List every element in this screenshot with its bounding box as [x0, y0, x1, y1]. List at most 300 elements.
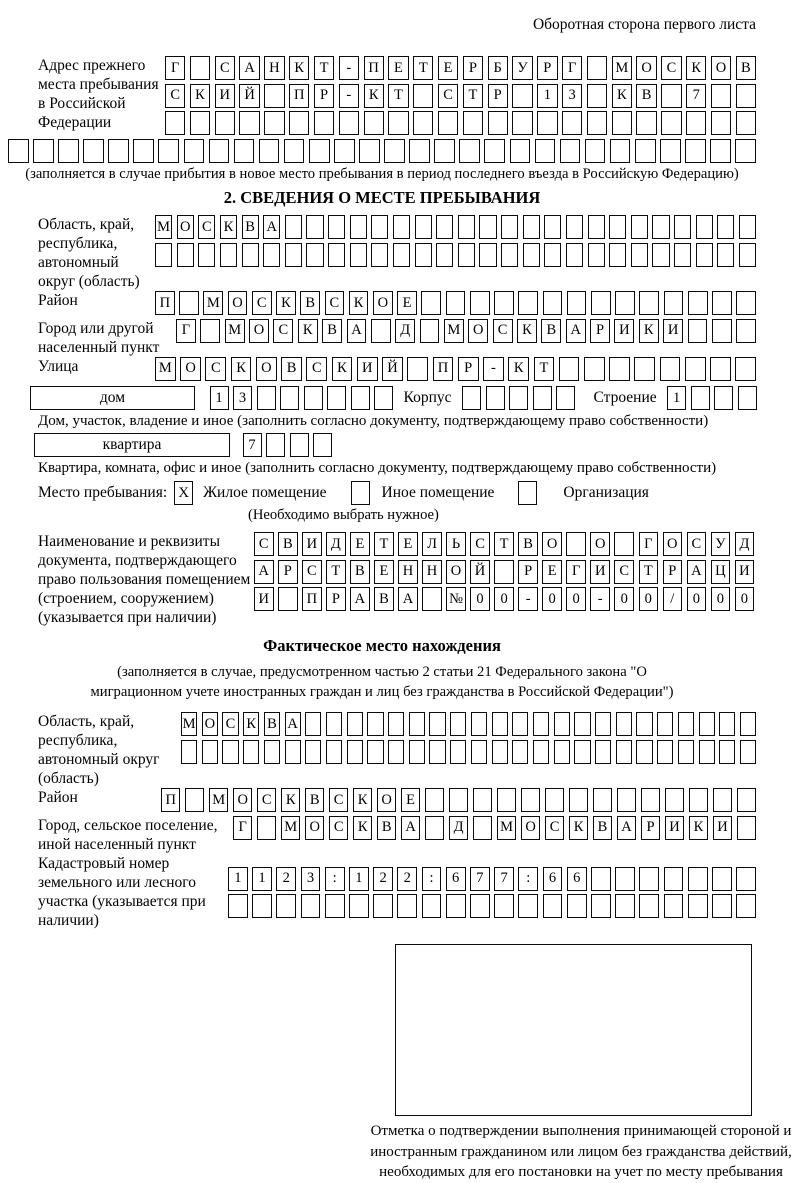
form-cell[interactable]: М — [155, 215, 172, 239]
form-cell[interactable]: С — [254, 532, 274, 556]
form-cell[interactable] — [661, 111, 681, 135]
form-cell[interactable] — [739, 243, 756, 267]
form-cell[interactable]: А — [350, 587, 370, 611]
form-cell[interactable] — [569, 788, 588, 812]
form-cell[interactable] — [58, 139, 79, 163]
form-cell[interactable] — [660, 357, 681, 381]
form-cell[interactable]: С — [325, 291, 345, 315]
form-cell[interactable]: К — [243, 712, 259, 736]
form-cell[interactable]: 7 — [494, 867, 514, 891]
form-cell[interactable] — [554, 712, 570, 736]
form-cell[interactable]: Т — [374, 532, 394, 556]
form-cell[interactable]: О — [305, 816, 324, 840]
form-cell[interactable] — [436, 243, 453, 267]
form-cell[interactable] — [710, 357, 731, 381]
form-cell[interactable] — [574, 740, 590, 764]
form-cell[interactable] — [458, 243, 475, 267]
form-cell[interactable]: К — [612, 84, 632, 108]
form-cell[interactable] — [710, 139, 731, 163]
form-cell[interactable] — [712, 894, 732, 918]
form-cell[interactable] — [674, 243, 691, 267]
form-cell[interactable]: Р — [314, 84, 334, 108]
form-cell[interactable] — [699, 740, 715, 764]
form-cell[interactable] — [420, 319, 440, 343]
form-cell[interactable]: / — [663, 587, 683, 611]
form-cell[interactable]: Т — [639, 560, 659, 584]
form-cell[interactable] — [184, 139, 205, 163]
form-cell[interactable] — [609, 357, 630, 381]
form-cell[interactable]: С — [329, 788, 348, 812]
form-cell[interactable] — [736, 319, 756, 343]
form-cell[interactable]: А — [401, 816, 420, 840]
form-cell[interactable]: В — [518, 532, 538, 556]
form-cell[interactable]: К — [332, 357, 353, 381]
form-cell[interactable] — [397, 894, 417, 918]
form-cell[interactable] — [537, 111, 557, 135]
form-cell[interactable] — [595, 712, 611, 736]
form-cell[interactable] — [285, 215, 302, 239]
form-cell[interactable] — [688, 867, 708, 891]
form-cell[interactable]: 0 — [494, 587, 514, 611]
form-cell[interactable] — [463, 111, 483, 135]
form-cell[interactable] — [339, 111, 359, 135]
form-cell[interactable]: 3 — [301, 867, 321, 891]
form-cell[interactable]: О — [711, 56, 731, 80]
form-cell[interactable]: Р — [463, 56, 483, 80]
form-cell[interactable] — [409, 712, 425, 736]
form-cell[interactable]: С — [165, 84, 185, 108]
form-cell[interactable]: О — [202, 712, 218, 736]
form-cell[interactable]: 7 — [243, 433, 262, 457]
form-cell[interactable]: Е — [542, 560, 562, 584]
form-cell[interactable]: М — [281, 816, 300, 840]
form-cell[interactable] — [422, 894, 442, 918]
form-cell[interactable] — [285, 740, 301, 764]
form-cell[interactable]: 7 — [686, 84, 706, 108]
form-cell[interactable]: К — [220, 215, 237, 239]
form-cell[interactable] — [544, 215, 561, 239]
form-cell[interactable] — [415, 215, 432, 239]
form-cell[interactable]: Т — [534, 357, 555, 381]
stay-type-checkbox-org[interactable] — [518, 481, 537, 505]
form-cell[interactable] — [711, 84, 731, 108]
form-cell[interactable] — [158, 139, 179, 163]
form-cell[interactable]: А — [263, 215, 280, 239]
form-cell[interactable] — [736, 111, 756, 135]
form-cell[interactable] — [523, 243, 540, 267]
form-cell[interactable] — [257, 816, 276, 840]
form-cell[interactable] — [689, 788, 708, 812]
form-cell[interactable]: Е — [388, 56, 408, 80]
form-cell[interactable] — [371, 215, 388, 239]
form-cell[interactable] — [285, 243, 302, 267]
form-cell[interactable] — [264, 111, 284, 135]
form-cell[interactable] — [209, 139, 230, 163]
form-cell[interactable] — [326, 712, 342, 736]
form-cell[interactable]: О — [468, 319, 488, 343]
form-cell[interactable] — [309, 139, 330, 163]
form-cell[interactable] — [533, 386, 552, 410]
form-cell[interactable]: О — [663, 532, 683, 556]
form-cell[interactable]: П — [161, 788, 180, 812]
form-cell[interactable]: У — [512, 56, 532, 80]
form-cell[interactable] — [179, 291, 199, 315]
form-cell[interactable]: С — [306, 357, 327, 381]
form-cell[interactable] — [470, 291, 490, 315]
form-cell[interactable] — [421, 291, 441, 315]
form-cell[interactable]: 1 — [349, 867, 369, 891]
form-cell[interactable] — [388, 111, 408, 135]
form-cell[interactable] — [364, 111, 384, 135]
form-cell[interactable]: В — [350, 560, 370, 584]
form-cell[interactable]: Ц — [711, 560, 731, 584]
form-cell[interactable]: 1 — [252, 867, 272, 891]
form-cell[interactable] — [459, 139, 480, 163]
form-cell[interactable] — [685, 357, 706, 381]
form-cell[interactable]: М — [444, 319, 464, 343]
form-cell[interactable]: В — [322, 319, 342, 343]
form-cell[interactable]: С — [687, 532, 707, 556]
form-cell[interactable] — [198, 243, 215, 267]
form-cell[interactable]: Р — [590, 319, 610, 343]
form-cell[interactable] — [639, 894, 659, 918]
form-cell[interactable] — [202, 740, 218, 764]
form-cell[interactable]: В — [374, 587, 394, 611]
form-cell[interactable]: Т — [494, 532, 514, 556]
form-cell[interactable] — [518, 291, 538, 315]
form-cell[interactable] — [473, 788, 492, 812]
stay-type-checkbox-zhiloe[interactable]: X — [174, 481, 193, 505]
form-cell[interactable]: О — [377, 788, 396, 812]
form-cell[interactable] — [533, 712, 549, 736]
form-cell[interactable] — [334, 139, 355, 163]
form-cell[interactable] — [393, 215, 410, 239]
form-cell[interactable] — [719, 712, 735, 736]
form-cell[interactable] — [616, 740, 632, 764]
form-cell[interactable] — [434, 139, 455, 163]
form-cell[interactable]: : — [518, 867, 538, 891]
form-cell[interactable] — [664, 291, 684, 315]
form-cell[interactable] — [636, 111, 656, 135]
form-cell[interactable]: С — [205, 357, 226, 381]
form-cell[interactable] — [696, 215, 713, 239]
form-cell[interactable] — [351, 386, 370, 410]
form-cell[interactable] — [190, 111, 210, 135]
form-cell[interactable]: Р — [326, 587, 346, 611]
form-cell[interactable] — [688, 319, 708, 343]
form-cell[interactable]: К — [349, 291, 369, 315]
form-cell[interactable] — [719, 740, 735, 764]
form-cell[interactable] — [678, 740, 694, 764]
form-cell[interactable] — [313, 433, 332, 457]
form-cell[interactable] — [446, 894, 466, 918]
form-cell[interactable] — [486, 386, 505, 410]
form-cell[interactable]: О — [177, 215, 194, 239]
form-cell[interactable]: Т — [326, 560, 346, 584]
form-cell[interactable]: А — [398, 587, 418, 611]
form-cell[interactable] — [714, 386, 733, 410]
form-cell[interactable] — [688, 894, 708, 918]
form-cell[interactable]: К — [190, 84, 210, 108]
form-cell[interactable]: Р — [458, 357, 479, 381]
form-cell[interactable]: 7 — [470, 867, 490, 891]
form-cell[interactable] — [479, 243, 496, 267]
form-cell[interactable] — [674, 215, 691, 239]
form-cell[interactable] — [617, 788, 636, 812]
form-cell[interactable] — [543, 291, 563, 315]
stamp-area[interactable] — [395, 944, 752, 1116]
form-cell[interactable] — [257, 386, 276, 410]
form-cell[interactable]: М — [181, 712, 197, 736]
form-cell[interactable]: 2 — [397, 867, 417, 891]
form-cell[interactable] — [713, 788, 732, 812]
form-cell[interactable] — [566, 243, 583, 267]
form-cell[interactable]: М — [612, 56, 632, 80]
form-cell[interactable] — [259, 139, 280, 163]
form-cell[interactable] — [566, 215, 583, 239]
form-cell[interactable]: - — [483, 357, 504, 381]
form-cell[interactable] — [252, 894, 272, 918]
form-cell[interactable] — [595, 740, 611, 764]
form-cell[interactable] — [484, 139, 505, 163]
form-cell[interactable]: И — [302, 532, 322, 556]
form-cell[interactable]: К — [639, 319, 659, 343]
form-cell[interactable]: И — [713, 816, 732, 840]
form-cell[interactable] — [717, 215, 734, 239]
form-cell[interactable] — [327, 386, 346, 410]
form-cell[interactable] — [165, 111, 185, 135]
form-cell[interactable]: 1 — [537, 84, 557, 108]
form-cell[interactable]: 0 — [566, 587, 586, 611]
form-cell[interactable]: М — [209, 788, 228, 812]
form-cell[interactable]: Р — [518, 560, 538, 584]
form-cell[interactable] — [185, 788, 204, 812]
form-cell[interactable] — [587, 56, 607, 80]
form-cell[interactable]: Е — [350, 532, 370, 556]
form-cell[interactable] — [473, 816, 492, 840]
form-cell[interactable] — [737, 816, 756, 840]
form-cell[interactable] — [200, 319, 220, 343]
form-cell[interactable] — [641, 788, 660, 812]
form-cell[interactable] — [384, 139, 405, 163]
form-cell[interactable] — [497, 788, 516, 812]
form-cell[interactable] — [479, 215, 496, 239]
form-cell[interactable]: 6 — [543, 867, 563, 891]
form-cell[interactable] — [735, 139, 756, 163]
form-cell[interactable] — [738, 386, 757, 410]
form-cell[interactable] — [712, 319, 732, 343]
form-cell[interactable]: О — [636, 56, 656, 80]
form-cell[interactable] — [560, 139, 581, 163]
form-cell[interactable]: С — [215, 56, 235, 80]
form-cell[interactable] — [664, 867, 684, 891]
form-cell[interactable]: О — [446, 560, 466, 584]
form-cell[interactable] — [462, 386, 481, 410]
form-cell[interactable] — [535, 139, 556, 163]
form-cell[interactable] — [263, 243, 280, 267]
form-cell[interactable]: Р — [537, 56, 557, 80]
form-cell[interactable]: 1 — [667, 386, 686, 410]
form-cell[interactable]: Е — [438, 56, 458, 80]
form-cell[interactable] — [554, 740, 570, 764]
form-cell[interactable]: Р — [278, 560, 298, 584]
form-cell[interactable] — [305, 712, 321, 736]
form-cell[interactable] — [631, 243, 648, 267]
form-cell[interactable] — [133, 139, 154, 163]
form-cell[interactable]: 0 — [542, 587, 562, 611]
form-cell[interactable]: А — [239, 56, 259, 80]
form-cell[interactable] — [635, 139, 656, 163]
form-cell[interactable]: К — [517, 319, 537, 343]
form-cell[interactable]: В — [300, 291, 320, 315]
form-cell[interactable] — [610, 139, 631, 163]
form-cell[interactable] — [523, 215, 540, 239]
form-cell[interactable]: Й — [382, 357, 403, 381]
form-cell[interactable] — [494, 560, 514, 584]
form-cell[interactable]: Л — [422, 532, 442, 556]
form-cell[interactable] — [471, 740, 487, 764]
form-cell[interactable] — [306, 243, 323, 267]
form-cell[interactable] — [349, 894, 369, 918]
form-cell[interactable] — [559, 357, 580, 381]
form-cell[interactable] — [304, 386, 323, 410]
form-cell[interactable] — [367, 740, 383, 764]
form-cell[interactable] — [492, 712, 508, 736]
form-cell[interactable] — [691, 386, 710, 410]
form-cell[interactable]: 3 — [562, 84, 582, 108]
form-cell[interactable]: Е — [397, 291, 417, 315]
form-cell[interactable] — [615, 894, 635, 918]
form-cell[interactable] — [736, 894, 756, 918]
form-cell[interactable]: К — [276, 291, 296, 315]
form-cell[interactable] — [562, 111, 582, 135]
form-cell[interactable]: П — [364, 56, 384, 80]
form-cell[interactable] — [409, 139, 430, 163]
form-cell[interactable] — [545, 788, 564, 812]
form-cell[interactable] — [544, 243, 561, 267]
form-cell[interactable]: Д — [326, 532, 346, 556]
form-cell[interactable] — [239, 111, 259, 135]
form-cell[interactable]: И — [614, 319, 634, 343]
form-cell[interactable]: О — [233, 788, 252, 812]
form-cell[interactable] — [350, 243, 367, 267]
form-cell[interactable]: О — [590, 532, 610, 556]
form-cell[interactable]: Н — [398, 560, 418, 584]
form-cell[interactable]: В — [281, 357, 302, 381]
form-cell[interactable] — [266, 433, 285, 457]
form-cell[interactable]: Е — [374, 560, 394, 584]
form-cell[interactable]: А — [285, 712, 301, 736]
form-cell[interactable] — [409, 740, 425, 764]
form-cell[interactable] — [328, 215, 345, 239]
form-cell[interactable] — [609, 243, 626, 267]
form-cell[interactable] — [228, 894, 248, 918]
form-cell[interactable]: К — [353, 816, 372, 840]
form-cell[interactable]: С — [545, 816, 564, 840]
form-cell[interactable] — [510, 139, 531, 163]
stay-type-checkbox-inoe[interactable] — [351, 481, 370, 505]
form-cell[interactable]: Р — [488, 84, 508, 108]
form-cell[interactable] — [712, 291, 732, 315]
form-cell[interactable] — [393, 243, 410, 267]
form-cell[interactable] — [636, 740, 652, 764]
form-cell[interactable] — [685, 139, 706, 163]
form-cell[interactable] — [155, 243, 172, 267]
form-cell[interactable]: О — [256, 357, 277, 381]
form-cell[interactable] — [289, 111, 309, 135]
form-cell[interactable]: С — [438, 84, 458, 108]
form-cell[interactable] — [509, 386, 528, 410]
form-cell[interactable] — [501, 243, 518, 267]
form-cell[interactable]: Т — [413, 56, 433, 80]
form-cell[interactable] — [737, 788, 756, 812]
form-cell[interactable]: И — [665, 816, 684, 840]
form-cell[interactable] — [585, 139, 606, 163]
form-cell[interactable] — [678, 712, 694, 736]
form-cell[interactable]: С — [470, 532, 490, 556]
form-cell[interactable]: В — [305, 788, 324, 812]
form-cell[interactable] — [446, 291, 466, 315]
form-cell[interactable] — [280, 386, 299, 410]
form-cell[interactable]: К — [353, 788, 372, 812]
form-cell[interactable] — [591, 894, 611, 918]
form-cell[interactable]: К — [364, 84, 384, 108]
form-cell[interactable] — [177, 243, 194, 267]
form-cell[interactable]: 0 — [711, 587, 731, 611]
form-cell[interactable] — [661, 84, 681, 108]
form-cell[interactable] — [699, 712, 715, 736]
form-cell[interactable]: 2 — [373, 867, 393, 891]
form-cell[interactable]: Г — [639, 532, 659, 556]
form-cell[interactable] — [574, 712, 590, 736]
form-cell[interactable] — [556, 386, 575, 410]
form-cell[interactable]: Н — [264, 56, 284, 80]
form-cell[interactable]: 3 — [233, 386, 252, 410]
form-cell[interactable]: 2 — [276, 867, 296, 891]
form-cell[interactable] — [615, 291, 635, 315]
form-cell[interactable]: О — [180, 357, 201, 381]
form-cell[interactable] — [736, 867, 756, 891]
form-cell[interactable] — [488, 111, 508, 135]
form-cell[interactable]: К — [231, 357, 252, 381]
form-cell[interactable] — [243, 740, 259, 764]
form-cell[interactable] — [326, 740, 342, 764]
form-cell[interactable] — [566, 532, 586, 556]
form-cell[interactable]: И — [663, 319, 683, 343]
form-cell[interactable]: Г — [562, 56, 582, 80]
form-cell[interactable]: В — [278, 532, 298, 556]
form-cell[interactable]: И — [215, 84, 235, 108]
form-cell[interactable] — [518, 894, 538, 918]
form-cell[interactable] — [359, 139, 380, 163]
form-cell[interactable]: А — [254, 560, 274, 584]
form-cell[interactable] — [588, 215, 605, 239]
form-cell[interactable]: С — [222, 712, 238, 736]
form-cell[interactable] — [347, 712, 363, 736]
form-cell[interactable] — [636, 712, 652, 736]
form-cell[interactable]: : — [325, 867, 345, 891]
form-cell[interactable]: 0 — [470, 587, 490, 611]
form-cell[interactable] — [696, 243, 713, 267]
form-cell[interactable]: О — [542, 532, 562, 556]
form-cell[interactable] — [328, 243, 345, 267]
form-cell[interactable]: 1 — [210, 386, 229, 410]
form-cell[interactable] — [371, 243, 388, 267]
form-cell[interactable]: Р — [641, 816, 660, 840]
form-cell[interactable]: - — [518, 587, 538, 611]
form-cell[interactable] — [616, 712, 632, 736]
form-cell[interactable]: К — [281, 788, 300, 812]
